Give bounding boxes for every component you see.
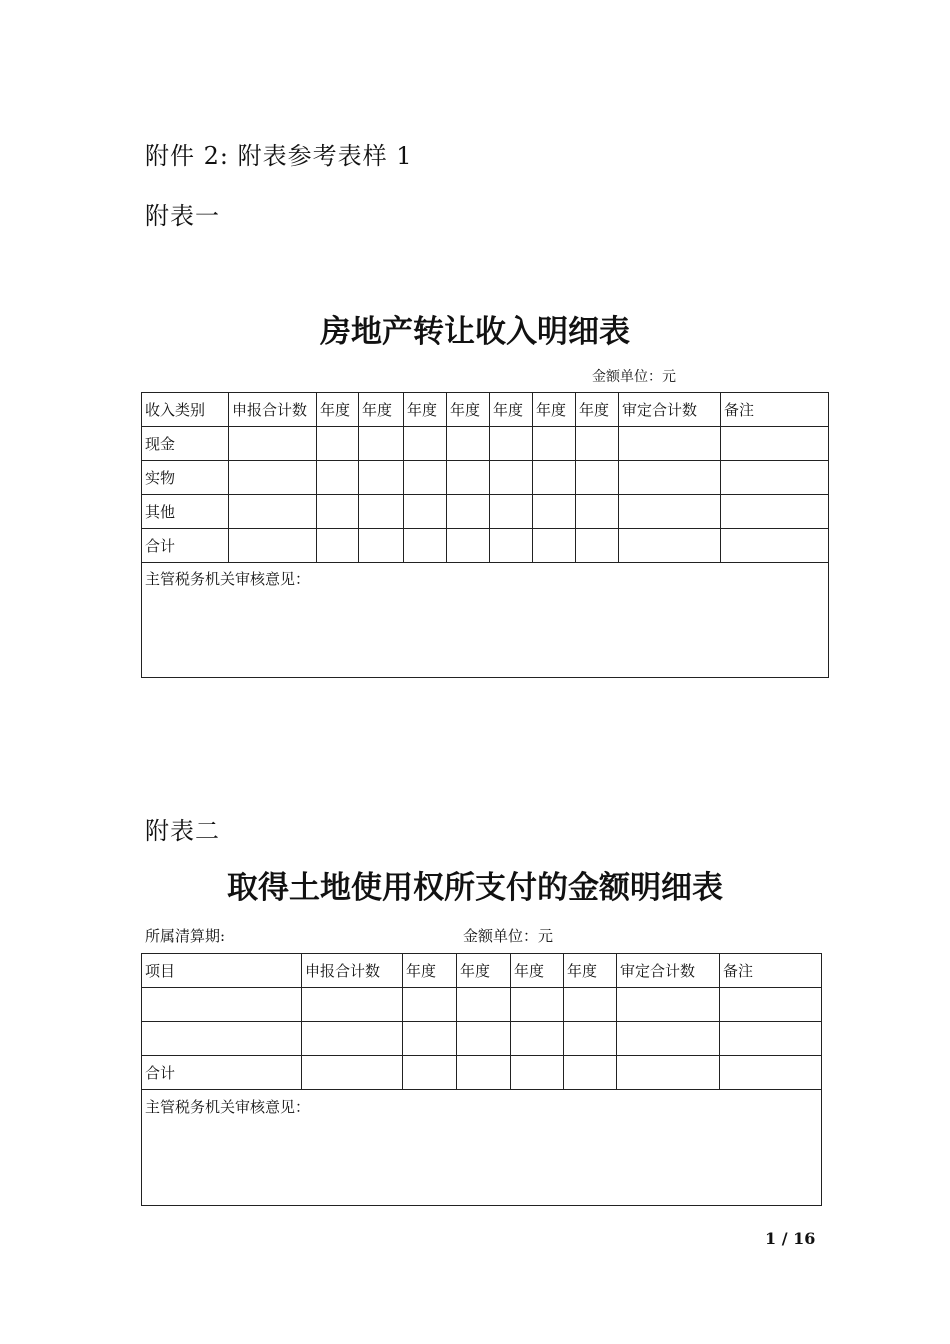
table-cell [404,461,447,495]
table-header-row [142,954,822,988]
table-cell [721,529,829,563]
table-cell [619,495,721,529]
review-opinion-field[interactable]: 主管税务机关审核意见： [142,563,829,678]
table-cell [447,461,490,495]
clearing-period: 所属清算期: [145,927,226,945]
table-cell [447,529,490,563]
table-cell [490,461,533,495]
table-cell [617,1056,720,1090]
table-cell [317,529,359,563]
table-cell [404,427,447,461]
table-row [142,1022,822,1056]
table-cell [576,427,619,461]
table-cell [511,1022,564,1056]
table-cell [576,495,619,529]
table-cell [457,1056,511,1090]
table-cell [457,988,511,1022]
table-cell [404,495,447,529]
header-cell: 年度 [564,954,617,988]
header-cell: 年度 [576,393,619,427]
table-cell [619,529,721,563]
table-cell [533,427,576,461]
review-opinion-field[interactable]: 主管税务机关审核意见： [142,1090,822,1206]
header-cell: 年度 [511,954,564,988]
table2-title: 取得土地使用权所支付的金额明细表 [227,870,723,906]
header-cell: 年度 [404,393,447,427]
table-cell [490,427,533,461]
table-cell [564,1022,617,1056]
header-cell: 年度 [490,393,533,427]
table-row [142,461,829,495]
table-cell [576,461,619,495]
table-cell [403,1056,457,1090]
table-cell [447,427,490,461]
table-cell [490,495,533,529]
header-cell: 收入类别 [142,393,229,427]
table-row [142,427,829,461]
table-cell [359,461,404,495]
table-cell [302,988,403,1022]
table-cell [617,1022,720,1056]
header-cell: 项目 [142,954,302,988]
table-cell [302,1022,403,1056]
header-cell: 备注 [721,393,829,427]
header-cell: 申报合计数 [302,954,403,988]
table-cell [533,461,576,495]
row-label: 现金 [142,427,229,461]
table-cell [403,1022,457,1056]
table-total-row [142,529,829,563]
table1-label: 附表一 [145,202,220,230]
table-cell [511,1056,564,1090]
table1-unit: 金额单位：元 [592,369,676,385]
table-cell [564,1056,617,1090]
remark-row [142,563,829,678]
page-number: 1 / 16 [765,1229,816,1248]
table-cell [447,495,490,529]
table-cell [720,1056,822,1090]
table-cell [490,529,533,563]
table-cell [619,427,721,461]
table2-label: 附表二 [145,817,220,845]
table-cell [533,495,576,529]
table-cell [619,461,721,495]
table-cell [229,529,317,563]
header-cell: 年度 [457,954,511,988]
table-cell [533,529,576,563]
table-cell [359,495,404,529]
table-cell [302,1056,403,1090]
header-cell: 审定合计数 [617,954,720,988]
header-cell: 年度 [403,954,457,988]
table-row [142,495,829,529]
table-cell [721,461,829,495]
table-cell [229,461,317,495]
table-cell [720,988,822,1022]
table-row [142,988,822,1022]
header-cell: 年度 [359,393,404,427]
table-cell [404,529,447,563]
row-label: 合计 [142,1056,302,1090]
header-cell: 申报合计数 [229,393,317,427]
header-cell: 年度 [533,393,576,427]
land-use-payment-table [141,953,822,1206]
row-label [142,988,302,1022]
table-cell [359,427,404,461]
row-label: 实物 [142,461,229,495]
attachment-heading: 附件 2: 附表参考表样 1 [145,142,413,170]
table-cell [229,495,317,529]
table-cell [403,988,457,1022]
table2-unit: 金额单位：元 [463,927,554,945]
table-cell [511,988,564,1022]
table-cell [617,988,720,1022]
table-cell [720,1022,822,1056]
table-cell [457,1022,511,1056]
table-cell [576,529,619,563]
table-total-row [142,1056,822,1090]
row-label: 其他 [142,495,229,529]
table-cell [721,427,829,461]
header-cell: 审定合计数 [619,393,721,427]
header-cell: 年度 [447,393,490,427]
remark-row [142,1090,822,1206]
table1-title: 房地产转让收入明细表 [320,314,630,350]
table-cell [721,495,829,529]
table-cell [317,461,359,495]
table-cell [317,427,359,461]
row-label [142,1022,302,1056]
income-detail-table [141,392,829,678]
table-cell [564,988,617,1022]
row-label: 合计 [142,529,229,563]
header-cell: 年度 [317,393,359,427]
table-cell [359,529,404,563]
table-cell [229,427,317,461]
table-header-row [142,393,829,427]
table-cell [317,495,359,529]
header-cell: 备注 [720,954,822,988]
